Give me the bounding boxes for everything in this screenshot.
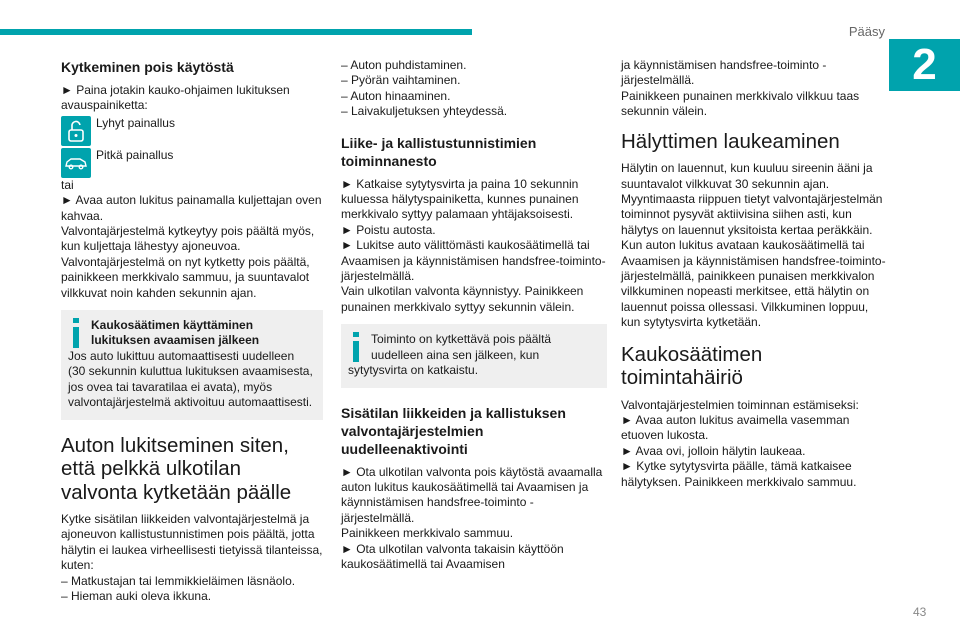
short-press-row: [61, 116, 323, 146]
paragraph: Valvontajärjestelmä on nyt kytketty pois päältä, painikkeen merkkivalo sammuu, ja suuntavalot vilkkuvat noin kahden sekunnin ajan.: [61, 254, 310, 300]
column-3: [621, 58, 889, 490]
column-2: [341, 58, 607, 572]
header-accent-bar: [0, 29, 472, 35]
heading-reactivate: Sisätilan liikkeiden ja kallistuksen valvontajärjestelmien uudelleenaktivointi: [341, 404, 566, 457]
paragraph: ► Paina jotakin kauko-ohjaimen lukituksen avauspainiketta:: [61, 83, 290, 113]
page-number: 43: [913, 605, 927, 619]
paragraph: Hälytin on lauennut, kun kuuluu sireenin ääni ja suuntavalot vilkkuvat 30 sekunnin ajan.: [621, 161, 873, 191]
info-box: [341, 324, 607, 387]
column-1: [61, 58, 323, 604]
info-icon: [348, 332, 364, 362]
paragraph: ► Katkaise sytytysvirta ja paina 10 sekunnin kuluessa hälytyspainiketta, kunnes punainen merkkivalo syttyy palamaan yhtäjaksoisesti.: [341, 176, 579, 222]
paragraph: Vain ulkotilan valvonta käynnistyy. Painikkeen punainen merkkivalo syttyy sekunnin välein.: [341, 284, 584, 314]
info-title: Kaukosäätimen käyttäminen lukituksen avaamisen jälkeen: [91, 318, 260, 348]
long-press-label: Pitkä painallus: [96, 147, 174, 162]
car-icon: [61, 148, 91, 178]
paragraph: ► Avaa ovi, jolloin hälytin laukeaa.: [621, 443, 806, 458]
paragraph: ► Lukitse auto välittömästi kaukosäätimellä tai Avaamisen ja käynnistämisen handsfree-toiminto-järjestelmällä.: [341, 238, 606, 284]
info-text: Toiminto on kytkettävä pois päältä uudelleen aina sen jälkeen, kun: [371, 332, 552, 362]
info-icon: [68, 318, 84, 348]
paragraph: tai: [61, 177, 74, 192]
paragraph: ► Poistu autosta.: [341, 222, 436, 237]
section-label: Pääsy: [848, 24, 885, 39]
paragraph: Kytke sisätilan liikkeiden valvontajärjestelmä ja ajoneuvon kallistustunnistimen pois päältä, jotta hälytin ei laukea virheellisesti tietyissä tilanteissa, kuten:: [61, 512, 323, 573]
paragraph: Painikkeen merkkivalo sammuu.: [341, 526, 514, 541]
paragraph: ► Ota ulkotilan valvonta pois käytöstä avaamalla auton lukitus kaukosäätimellä tai Avaamisen ja käynnistämisen handsfree-toiminto -järjestelmällä.: [341, 464, 603, 525]
heading-alarm-triggered: Hälyttimen laukeaminen: [621, 129, 840, 153]
list-item: – Auton puhdistaminen.: [341, 58, 467, 72]
paragraph: ► Avaa auton lukitus avaimella vasemman etuoven lukosta.: [621, 413, 850, 443]
short-press-label: Lyhyt painallus: [96, 115, 175, 130]
heading-disable: Kytkeminen pois käytöstä: [61, 59, 234, 75]
paragraph: Myyntimaasta riippuen tietyt valvontajärjestelmän toiminnot pysyvät aktiivisina siihen asti, kun hälytys on lauennut yksitoista kertaa peräkkäin.: [621, 191, 883, 237]
paragraph: ► Avaa auton lukitus painamalla kuljettajan oven kahvaa.: [61, 193, 322, 223]
info-text: Jos auto lukittuu automaattisesti uudelleen (30 sekunnin kuluttua lukituksen avaamisesta, jos ovea tai tavaratilaa ei avata), myös valvontajärjestelmä aktivoituu automaattisesti.: [68, 348, 313, 410]
info-box: [61, 310, 323, 419]
unlock-icon: [61, 116, 91, 146]
paragraph: ► Kytke sytytysvirta päälle, tämä katkaisee hälytyksen. Painikkeen merkkivalo sammuu.: [621, 459, 857, 489]
paragraph: ja käynnistämisen handsfree-toiminto -järjestelmällä.: [621, 58, 827, 88]
long-press-row: [61, 148, 323, 178]
list-item: – Matkustajan tai lemmikkieläimen läsnäolo.: [61, 573, 296, 588]
list-item: – Auton hinaaminen.: [341, 88, 451, 103]
heading-motion-sensors: Liike- ja kallistustunnistimien toiminnanesto: [341, 134, 537, 169]
list-item: – Laivakuljetuksen yhteydessä.: [341, 104, 508, 119]
paragraph: Valvontajärjestelmä kytkeytyy pois päältä myös, kun kuljettaja lähestyy ajoneuvoa.: [61, 224, 315, 254]
chapter-tab: 2: [889, 39, 960, 91]
heading-remote-fault: Kaukosäätimen toimintahäiriö: [621, 342, 763, 390]
paragraph: ► Ota ulkotilan valvonta takaisin käyttöön kaukosäätimellä tai Avaamisen: [341, 541, 564, 571]
list-item: – Pyörän vaihtaminen.: [341, 73, 461, 88]
paragraph: Valvontajärjestelmien toiminnan estämiseksi:: [621, 397, 859, 412]
paragraph: Painikkeen punainen merkkivalo vilkkuu taas sekunnin välein.: [621, 88, 860, 119]
heading-lock-exterior: Auton lukitseminen siten, että pelkkä ulkotilan valvonta kytketään päälle: [61, 433, 292, 504]
paragraph: Kun auton lukitus avataan kaukosäätimellä tai Avaamisen ja käynnistämisen handsfree-toiminto-järjestelmällä, painikkeen punaisen merkkivalon vilkkuminen nopeasti merkitsee, että hälytin on lauennut poissa ollessasi. Vilkkuminen loppuu, kun sytytysvirta kytketään.: [621, 238, 886, 330]
info-text: sytytysvirta on katkaistu.: [348, 363, 479, 378]
list-item: – Hieman auki oleva ikkuna.: [61, 589, 212, 604]
